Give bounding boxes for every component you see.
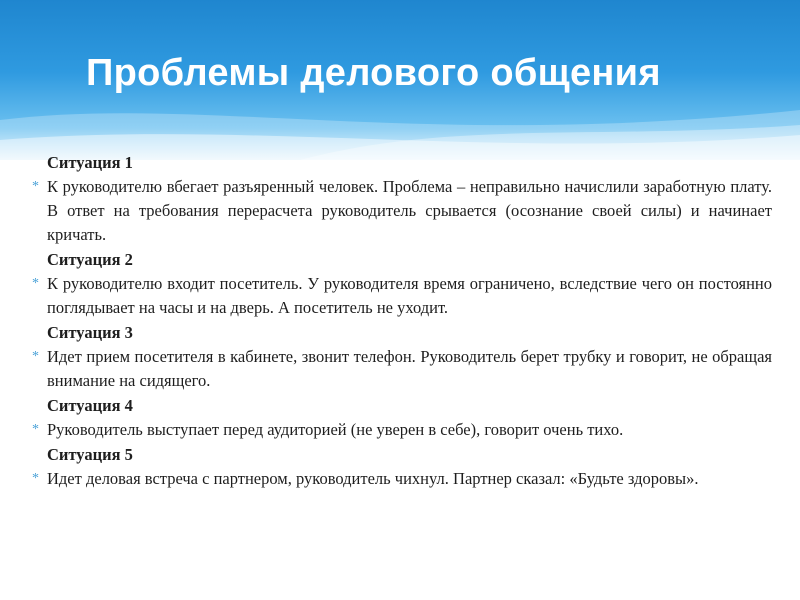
- situation-3-item: [32, 345, 772, 393]
- situation-1-item: [32, 175, 772, 247]
- situation-5-item: [32, 467, 772, 491]
- situation-5-title: Ситуация 5: [47, 445, 133, 464]
- situation-3-text: Идет прием посетителя в кабинете, звонит телефон. Руководитель берет трубку и говорит, не обращая внимание на сидящего.: [47, 347, 772, 390]
- situation-3-title: Ситуация 3: [47, 323, 133, 342]
- situation-1-title: Ситуация 1: [47, 153, 133, 172]
- bullet-icon: *: [32, 422, 39, 437]
- bullet-icon: *: [32, 276, 39, 291]
- situation-4-text: Руководитель выступает перед аудиторией (не уверен в себе), говорит очень тихо.: [47, 420, 624, 439]
- situation-5-text: Идет деловая встреча с партнером, руководитель чихнул. Партнер сказал: «Будьте здоровы».: [47, 469, 699, 488]
- situation-4-title: Ситуация 4: [47, 396, 133, 415]
- slide-title: Проблемы делового общения: [86, 52, 661, 94]
- bullet-icon: *: [32, 179, 39, 194]
- situation-4-item: [32, 418, 772, 442]
- situation-2-text: К руководителю входит посетитель. У руководителя время ограничено, вследствие чего он постоянно поглядывает на часы и на дверь. А посетитель не уходит.: [47, 274, 772, 317]
- slide-content: [32, 150, 772, 491]
- situation-2-item: [32, 272, 772, 320]
- slide-header: [0, 0, 800, 160]
- situation-1-text: К руководителю вбегает разъяренный человек. Проблема – неправильно начислили заработную плату. В ответ на требования перерасчета руководитель срывается (осознание своей силы) и начинает кричать.: [47, 177, 772, 244]
- situation-2-title: Ситуация 2: [47, 250, 133, 269]
- bullet-icon: *: [32, 471, 39, 486]
- bullet-icon: *: [32, 349, 39, 364]
